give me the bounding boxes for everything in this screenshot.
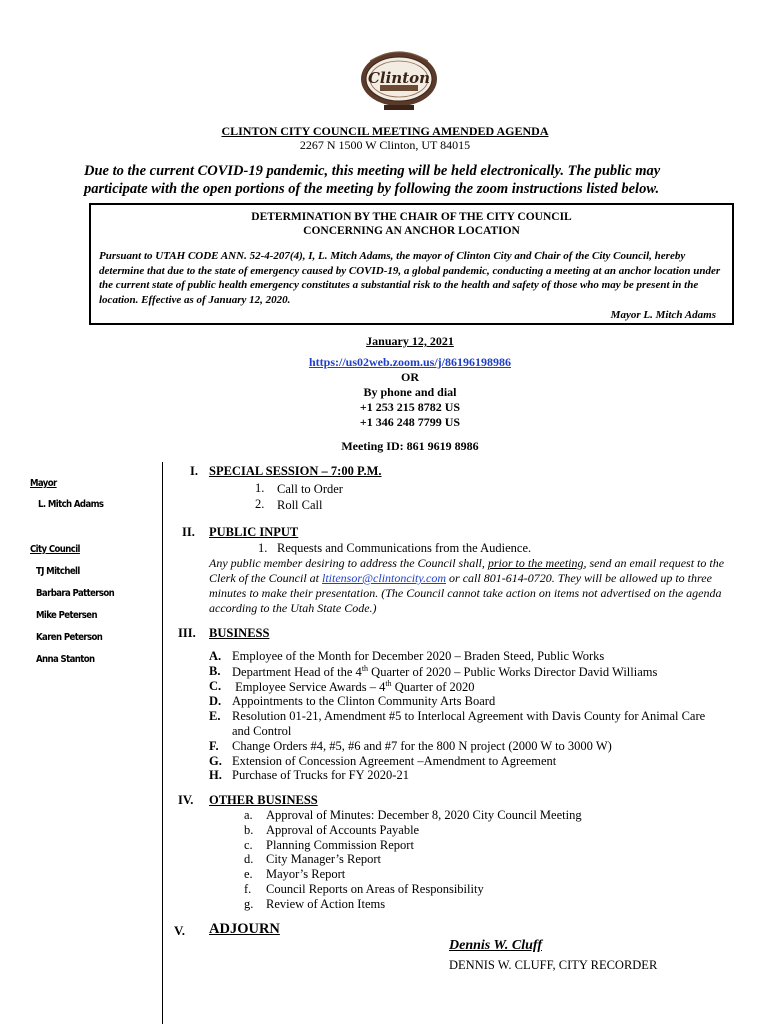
business-item: Appointments to the Clinton Community Arts Board: [232, 694, 496, 708]
phone-instruction: By phone and dial: [363, 385, 457, 399]
determination-title-line1: DETERMINATION BY THE CHAIR OF THE CITY COUNCIL: [251, 211, 572, 223]
sidebar-mayor-name: L. Mitch Adams: [38, 499, 104, 510]
other-business-marker: e.: [244, 867, 253, 881]
business-item-marker: B.: [209, 664, 221, 678]
business-item: Employee Service Awards – 4th Quarter of 2020: [232, 679, 475, 695]
other-business-item: Planning Commission Report: [266, 838, 414, 852]
sidebar-mayor-label: Mayor: [30, 478, 57, 489]
determination-body: Pursuant to UTAH CODE ANN. 52-4-207(4), I, L. Mitch Adams, the mayor of Clinton City and Chair of the City Council, hereby determine that due to the state of emergency caused by COVID-19, a global pandemic, conducting a meeting at an anchor location under the current state of public health emergency constitutes a substantial risk to the health and safety of those who may be present in the location. Effective as of January 12, 2020.: [99, 250, 721, 306]
council-member: TJ Mitchell: [36, 566, 80, 577]
city-address: 2267 N 1500 W Clinton, UT 84015: [299, 138, 471, 152]
other-business-marker: a.: [244, 808, 253, 822]
zoom-link[interactable]: https://us02web.zoom.us/j/86196198986: [308, 355, 511, 369]
business-item-marker: G.: [209, 754, 222, 768]
business-item-marker: F.: [209, 739, 219, 753]
phone-number-1: +1 253 215 8782 US: [359, 400, 461, 414]
svg-text:Clinton: Clinton: [367, 69, 431, 87]
business-item: Change Orders #4, #5, #6 and #7 for the 800 N project (2000 W to 3000 W): [232, 739, 612, 753]
public-input-note-text: , send an email request to the Clerk of the Council at: [209, 556, 725, 585]
council-member: Karen Peterson: [36, 632, 103, 643]
determination-box: [89, 203, 734, 325]
section-2-number: II.: [182, 525, 195, 539]
other-business-marker: b.: [244, 823, 254, 837]
other-business-item: Approval of Minutes: December 8, 2020 City Council Meeting: [266, 808, 582, 822]
recorder-name: DENNIS W. CLUFF, CITY RECORDER: [449, 958, 658, 972]
city-seal-logo: [358, 45, 440, 113]
or-text: OR: [401, 370, 419, 384]
section-1-title: SPECIAL SESSION – 7:00 P.M.: [209, 464, 382, 478]
section-1-item: Roll Call: [277, 498, 323, 512]
sidebar-council-label: City Council: [30, 544, 80, 555]
business-item: Extension of Concession Agreement –Amendment to Agreement: [232, 754, 557, 768]
section-2-item-marker: 1.: [258, 541, 268, 555]
council-member: Mike Petersen: [36, 610, 97, 621]
other-business-item: City Manager’s Report: [266, 852, 382, 866]
agenda-title: CLINTON CITY COUNCIL MEETING AMENDED AGENDA: [221, 124, 549, 138]
section-2-title: PUBLIC INPUT: [209, 525, 299, 539]
business-item: Resolution 01-21, Amendment #5 to Interlocal Agreement with Davis County for Animal Care and Control: [232, 709, 706, 738]
section-3-number: III.: [178, 626, 196, 640]
business-item-marker: C.: [209, 679, 222, 693]
other-business-item: Approval of Accounts Payable: [266, 823, 420, 837]
public-input-note-text: or call 801-614-0720. They will be allowed up to three minutes to make their presentation. (The Council cannot take action on items not advertised on the agenda according to the Utah State Code.): [209, 571, 722, 615]
other-business-marker: f.: [244, 882, 252, 896]
section-5-number: V.: [174, 923, 185, 938]
determination-title-line2: CONCERNING AN ANCHOR LOCATION: [303, 225, 520, 237]
council-member: Anna Stanton: [36, 654, 95, 665]
section-4-title: OTHER BUSINESS: [209, 793, 318, 807]
business-item: Employee of the Month for December 2020 – Braden Steed, Public Works: [232, 649, 605, 663]
business-item-marker: E.: [209, 709, 221, 723]
business-item-marker: D.: [209, 694, 222, 708]
clerk-email-link[interactable]: ltitensor@clintoncity.com: [322, 571, 447, 585]
business-item: Department Head of the 4th Quarter of 2020 – Public Works Director David Williams: [232, 664, 658, 680]
public-input-note-text: Any public member desiring to address the Council shall,: [209, 556, 488, 570]
section-1-number: I.: [190, 464, 198, 478]
sidebar-divider: [162, 462, 163, 1024]
council-member: Barbara Patterson: [36, 588, 115, 599]
section-4-number: IV.: [178, 793, 194, 807]
recorder-signature: Dennis W. Cluff: [449, 938, 542, 953]
section-1-item-marker: 1.: [255, 481, 265, 495]
section-1-item-marker: 2.: [255, 497, 265, 511]
section-1-item: Call to Order: [277, 482, 343, 496]
public-input-note-emphasis: prior to the meeting: [487, 556, 584, 570]
section-5-title: ADJOURN: [209, 921, 280, 937]
public-input-note: [209, 556, 729, 616]
business-item: Purchase of Trucks for FY 2020-21: [232, 768, 409, 782]
determination-signature: Mayor L. Mitch Adams: [610, 309, 716, 321]
meeting-date: January 12, 2021: [366, 334, 454, 348]
other-business-item: Review of Action Items: [266, 897, 386, 911]
other-business-marker: g.: [244, 897, 254, 911]
section-2-item: Requests and Communications from the Audience.: [277, 541, 532, 555]
covid-notice: Due to the current COVID-19 pandemic, this meeting will be held electronically. The public may participate with the open portions of the meeting by following the zoom instructions listed below.: [84, 163, 661, 197]
meeting-id: Meeting ID: 861 9619 8986: [341, 439, 479, 453]
business-item-marker: H.: [209, 768, 222, 782]
other-business-item: Council Reports on Areas of Responsibility: [266, 882, 484, 896]
other-business-item: Mayor’s Report: [266, 867, 346, 881]
business-item-marker: A.: [209, 649, 222, 663]
section-3-title: BUSINESS: [209, 626, 270, 640]
other-business-marker: d.: [244, 852, 254, 866]
phone-number-2: +1 346 248 7799 US: [359, 415, 461, 429]
other-business-marker: c.: [244, 838, 253, 852]
